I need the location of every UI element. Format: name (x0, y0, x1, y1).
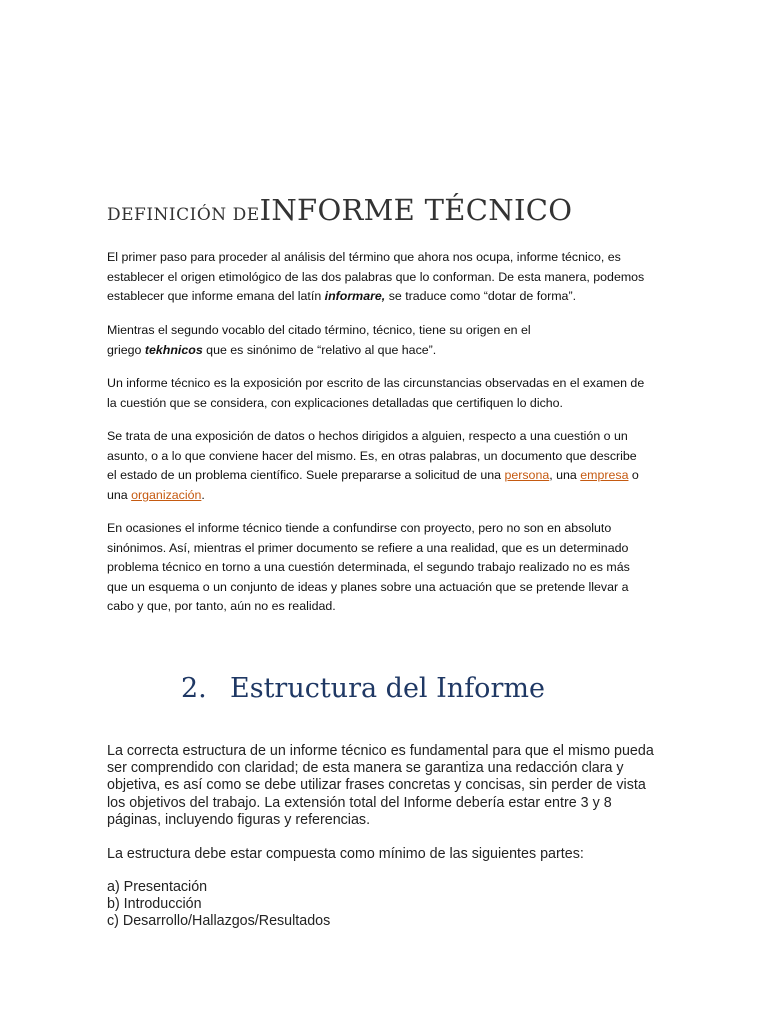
text-line: Se trata de una exposición de datos o hechos dirigidos a alguien, respecto a una cuestión o un (107, 429, 628, 443)
text-line: asunto, o a lo que conviene hacer del mismo. Es, en otras palabras, un documento que describe (107, 448, 637, 463)
title-main: INFORME TÉCNICO (259, 193, 573, 227)
paragraph-structure-intro (107, 743, 667, 829)
title-prefix: DEFINICIÓN DE (107, 205, 260, 225)
paragraph-greek-origin (107, 321, 662, 360)
text-line: establecer el origen etimológico de las dos palabras que lo conforman. De esta manera, podemos (107, 269, 645, 284)
text-span: griego (107, 342, 145, 357)
text-span: que es sinónimo de “relativo al que hace”. (202, 342, 437, 357)
section-heading (181, 673, 545, 704)
parts-list (107, 879, 667, 931)
text-line: la cuestión que se considera, con explicaciones detalladas que certifiquen lo dicho. (107, 395, 563, 410)
paragraph-parts-intro (107, 846, 667, 863)
text-line: problema técnico en torno a una cuestión determinada, el segundo trabajo realizado no es más (107, 560, 630, 575)
text-line: sinónimos. Así, mientras el primer documento se refiere a una realidad, que es un determinado (107, 540, 629, 555)
text-span: establecer que informe emana del latín (107, 289, 325, 304)
list-item: b) Introducción (107, 896, 202, 913)
text-line: páginas, incluyendo figuras y referencias. (107, 811, 371, 828)
paragraph-etymology (107, 248, 662, 307)
text-line: La correcta estructura de un informe técnico es fundamental para que el mismo pueda (107, 743, 654, 759)
text-line: los objetivos del trabajo. La extensión total del Informe debería estar entre 3 y 8 (107, 794, 612, 811)
paragraph-definition (107, 374, 662, 413)
link-persona[interactable]: persona (504, 468, 550, 483)
text-span: el estado de un problema científico. Suele prepararse a solicitud de una (107, 468, 505, 483)
page-title (107, 190, 572, 228)
text-line (107, 486, 662, 506)
text-line (107, 341, 662, 361)
latin-term: informare, (324, 289, 386, 304)
link-empresa[interactable]: empresa (580, 468, 629, 483)
text-line (107, 287, 662, 307)
list-item: c) Desarrollo/Hallazgos/Resultados (107, 913, 331, 930)
link-organizacion[interactable]: organización (131, 487, 202, 502)
text-line: ser comprendido con claridad; de esta manera se garantiza una redacción clara y (107, 760, 624, 777)
text-line: Un informe técnico es la exposición por escrito de las circunstancias observadas en el examen de (107, 376, 645, 390)
list-item: a) Presentación (107, 879, 208, 895)
greek-term: tekhnicos (144, 342, 203, 357)
text-line: En ocasiones el informe técnico tiende a confundirse con proyecto, pero no son en absoluto (107, 521, 612, 535)
text-span: se traduce como “dotar de forma”. (385, 289, 577, 304)
text-span: una (107, 487, 132, 502)
text-span: . (201, 487, 205, 502)
text-line: La estructura debe estar compuesta como mínimo de las siguientes partes: (107, 846, 584, 862)
text-span: o (628, 468, 639, 483)
text-line: Mientras el segundo vocablo del citado término, técnico, tiene su origen en el (107, 323, 531, 337)
paragraph-comparison (107, 519, 662, 617)
paragraph-exposition (107, 427, 662, 505)
text-line: cabo y que, por tanto, aún no es realidad. (107, 599, 336, 614)
text-line (107, 466, 662, 486)
section-number: 2. (181, 673, 207, 704)
text-span: , una (549, 468, 581, 483)
section-title: Estructura del Informe (230, 673, 545, 704)
text-line: El primer paso para proceder al análisis del término que ahora nos ocupa, informe técnico, es (107, 250, 621, 264)
text-line: objetiva, es así como se debe utilizar frases concretas y concisas, sin perder de vista (107, 777, 646, 794)
text-line: que un esquema o un conjunto de ideas y planes sobre una actuación que se pretende llevar a (107, 579, 629, 594)
